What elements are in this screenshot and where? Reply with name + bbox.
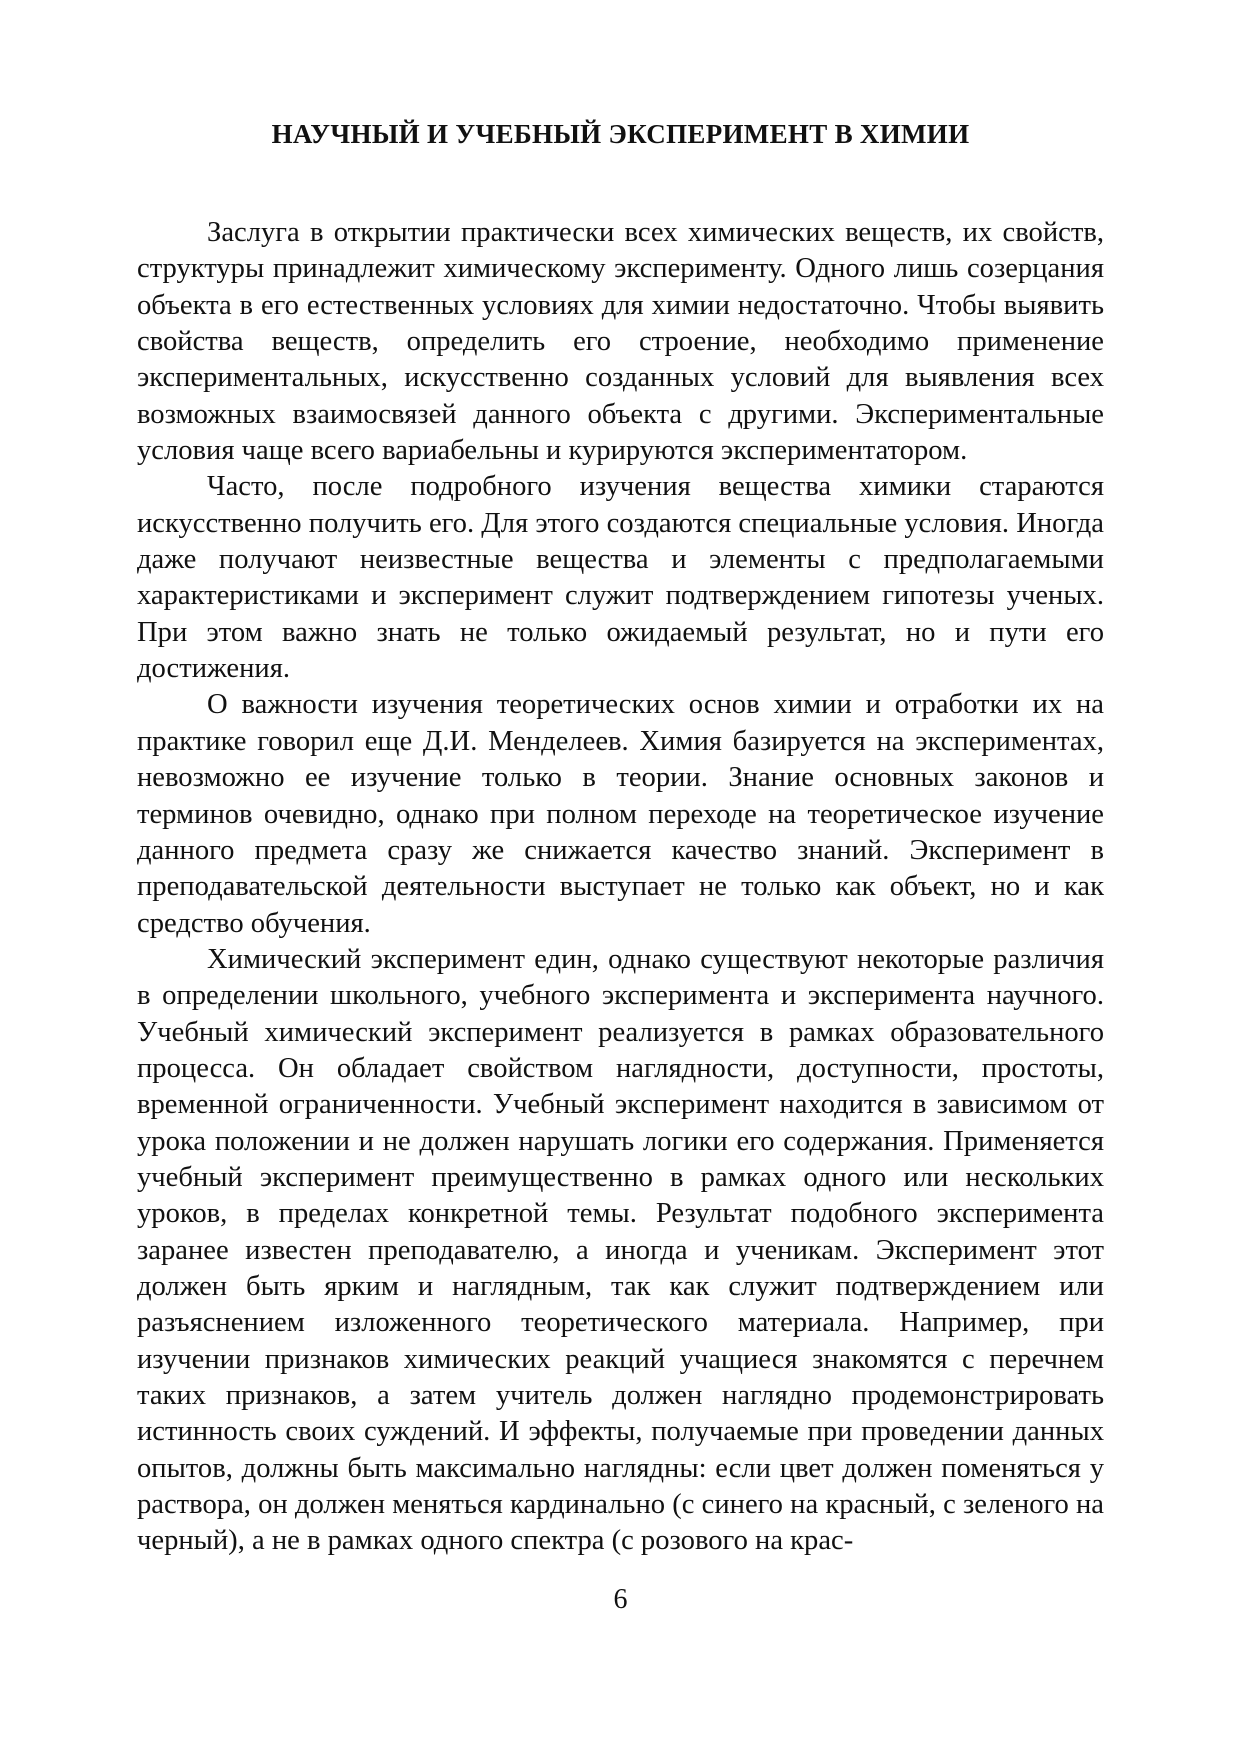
paragraph-4: Химический эксперимент един, однако существуют некоторые различия в определении школьного, учебного эксперимента и эксперимента научного. Учебный химический эксперимент реализуется в рамках образовательного процесса. Он обладает свойством наглядности, доступности, простоты, временной ограниченности. Учебный эксперимент находится в зависимом от урока положении и не должен нарушать логики его содержания. Применяется учебный эксперимент преимущественно в рамках одного или нескольких уроков, в пределах конкретной темы. Результат подобного эксперимента заранее известен преподавателю, а иногда и ученикам. Эксперимент этот должен быть ярким и наглядным, так как служит подтверждением или разъяснением изложенного теоретического материала. Например, при изучении признаков химических реакций учащиеся знакомятся с перечнем таких признаков, а затем учитель должен наглядно продемонстрировать истинность своих суждений. И эффекты, получаемые при проведении данных опытов, должны быть максимально наглядны: если цвет должен поменяться у раствора, он должен меняться кардинально (с синего на красный, с зеленого на черный), а не в рамках одного спектра (с розового на крас-	[137, 943, 1104, 1557]
paragraph-3: О важности изучения теоретических основ химии и отработки их на практике говорил еще Д.И. Менделеев. Химия базируется на экспериментах, невозможно ее изучение только в теории. Знание основных законов и терминов очевидно, однако при полном переходе на теоретическое изучение данного предмета сразу же снижается качество знаний. Эксперимент в преподавательской деятельности выступает не только как объект, но и как средство обучения.	[137, 689, 1104, 939]
page-number: 6	[613, 1584, 628, 1615]
body-text	[137, 215, 1104, 1560]
paragraph-2: Часто, после подробного изучения вещества химики стараются искусственно получить его. Для этого создаются специальные условия. Иногда даже получают неизвестные вещества и элементы с предполагаемыми характеристиками и эксперимент служит подтверждением гипотезы ученых. При этом важно знать не только ожидаемый результат, но и пути его достижения.	[137, 471, 1104, 685]
page-title: НАУЧНЫЙ И УЧЕБНЫЙ ЭКСПЕРИМЕНТ В ХИМИИ	[271, 119, 970, 149]
paragraph-1: Заслуга в открытии практически всех химических веществ, их свойств, структуры принадлежит химическому эксперименту. Одного лишь созерцания объекта в его естественных условиях для химии недостаточно. Чтобы выявить свойства веществ, определить его строение, необходимо применение экспериментальных, искусственно созданных условий для выявления всех возможных взаимосвязей данного объекта с другими. Экспериментальные условия чаще всего вариабельны и курируются экспериментатором.	[137, 217, 1104, 467]
